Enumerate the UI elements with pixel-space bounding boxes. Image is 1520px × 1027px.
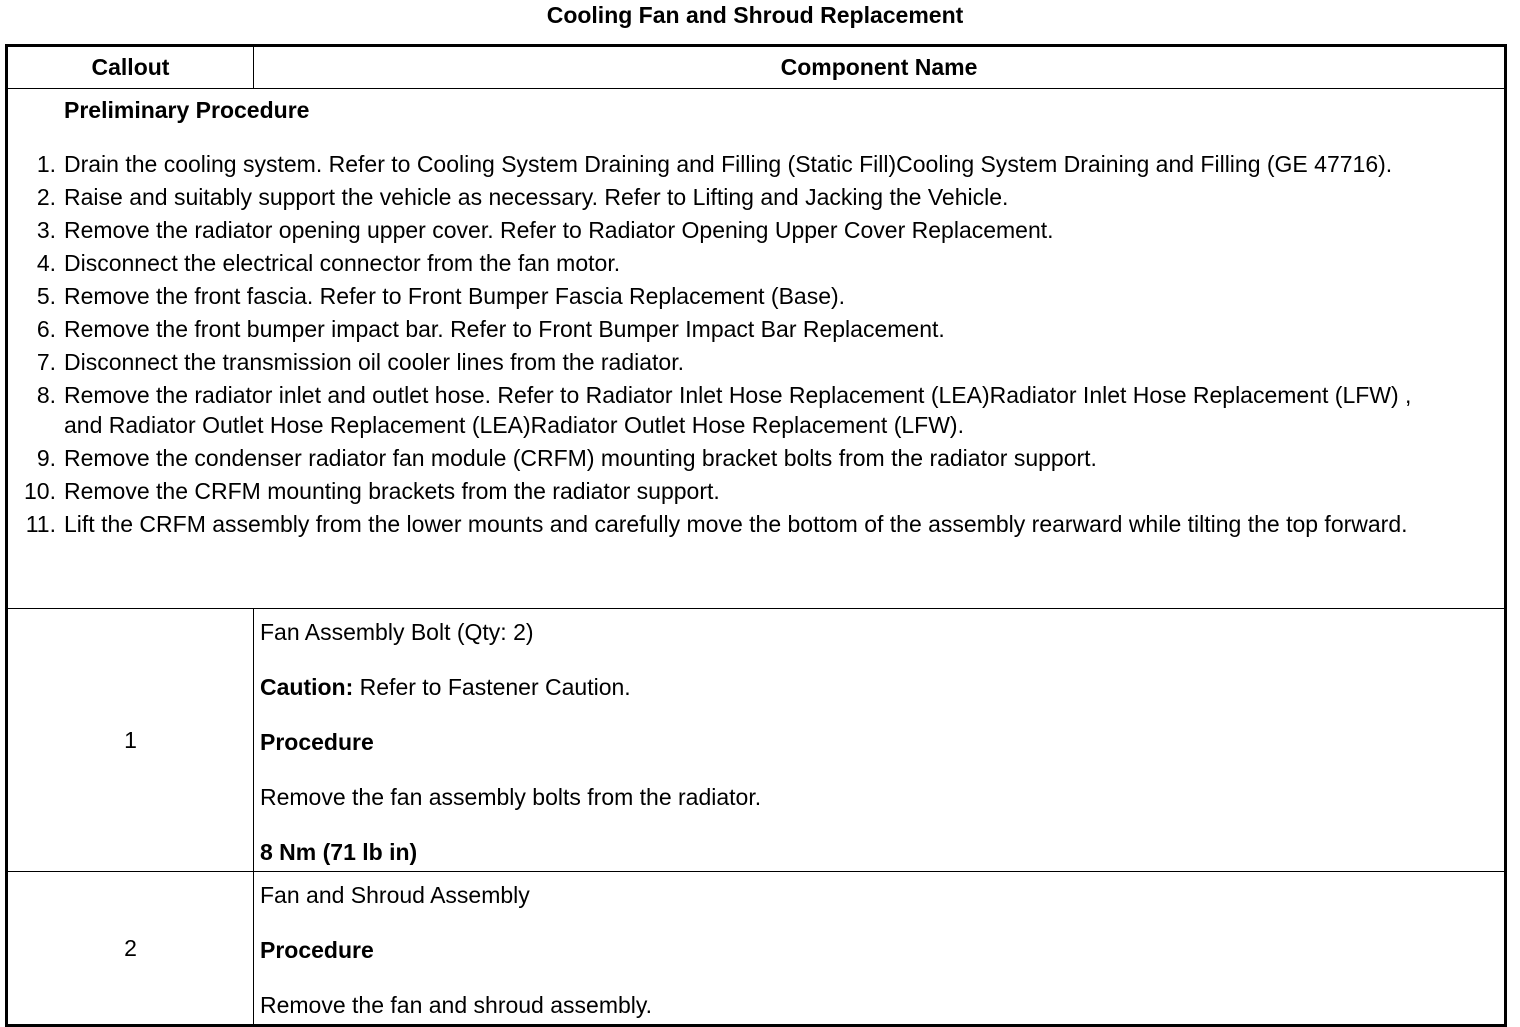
list-item bbox=[36, 149, 1444, 179]
list-item bbox=[36, 443, 1444, 473]
step-number: 4. bbox=[36, 250, 56, 276]
column-header-callout: Callout bbox=[7, 46, 254, 89]
step-text: Remove the front bumper impact bar. Refer to Front Bumper Impact Bar Replacement. bbox=[64, 316, 945, 342]
component-cell bbox=[254, 609, 1506, 872]
caution-note bbox=[260, 672, 1492, 702]
procedure-table bbox=[5, 44, 1507, 1027]
step-text: Remove the CRFM mounting brackets from the radiator support. bbox=[64, 478, 720, 504]
step-number: 9. bbox=[36, 445, 56, 471]
step-text: Disconnect the transmission oil cooler lines from the radiator. bbox=[64, 349, 685, 375]
column-header-component-name: Component Name bbox=[254, 46, 1506, 89]
table-row bbox=[7, 609, 1506, 872]
component-name: Fan Assembly Bolt (Qty: 2) bbox=[260, 619, 534, 645]
list-item bbox=[36, 182, 1444, 212]
procedure-text: Remove the fan and shroud assembly. bbox=[260, 992, 653, 1018]
procedure-heading: Procedure bbox=[260, 937, 374, 963]
table-header-row bbox=[7, 46, 1506, 89]
callout-number: 1 bbox=[7, 609, 254, 872]
step-text: Drain the cooling system. Refer to Cooling System Draining and Filling (Static Fill)Cooling System Draining and Filling (GE 47716). bbox=[64, 151, 1393, 177]
step-number: 1. bbox=[36, 151, 56, 177]
step-number: 2. bbox=[36, 184, 56, 210]
step-text: Remove the radiator opening upper cover. Refer to Radiator Opening Upper Cover Replacement. bbox=[64, 217, 1054, 243]
component-cell bbox=[254, 872, 1506, 1026]
preliminary-cell bbox=[7, 89, 1506, 609]
list-item bbox=[36, 248, 1444, 278]
list-item bbox=[24, 476, 1444, 506]
step-number: 6. bbox=[36, 316, 56, 342]
list-item bbox=[36, 314, 1444, 344]
step-number: 3. bbox=[36, 217, 56, 243]
step-text: Remove the radiator inlet and outlet hose. Refer to Radiator Inlet Hose Replacement (LEA)Radiator Inlet Hose Replacement (LFW) , and Radiator Outlet Hose Replacement (LEA)Radiator Outlet Hose Replacement (LFW). bbox=[64, 382, 1412, 438]
step-number: 7. bbox=[36, 349, 56, 375]
step-number: 10. bbox=[24, 478, 56, 504]
step-text: Remove the front fascia. Refer to Front Bumper Fascia Replacement (Base). bbox=[64, 283, 846, 309]
list-item bbox=[36, 215, 1444, 245]
page-title: Cooling Fan and Shroud Replacement bbox=[546, 2, 964, 28]
step-number: 5. bbox=[36, 283, 56, 309]
component-name: Fan and Shroud Assembly bbox=[260, 882, 530, 908]
list-item bbox=[36, 347, 1444, 377]
caution-text: Refer to Fastener Caution. bbox=[353, 674, 631, 700]
step-text: Lift the CRFM assembly from the lower mounts and carefully move the bottom of the assembly rearward while tilting the top forward. bbox=[64, 511, 1408, 537]
procedure-heading: Procedure bbox=[260, 729, 374, 755]
caution-label: Caution: bbox=[260, 674, 354, 700]
list-item bbox=[36, 281, 1444, 311]
step-number: 11. bbox=[25, 511, 56, 537]
callout-number: 2 bbox=[7, 872, 254, 1026]
table-row bbox=[7, 872, 1506, 1026]
step-text: Raise and suitably support the vehicle as necessary. Refer to Lifting and Jacking the Vehicle. bbox=[64, 184, 1009, 210]
list-item bbox=[25, 509, 1444, 539]
torque-spec: 8 Nm (71 lb in) bbox=[260, 839, 418, 865]
preliminary-row bbox=[7, 89, 1506, 609]
step-text: Remove the condenser radiator fan module (CRFM) mounting bracket bolts from the radiator support. bbox=[64, 445, 1097, 471]
list-item bbox=[36, 380, 1444, 440]
preliminary-heading: Preliminary Procedure bbox=[64, 97, 310, 123]
step-text: Disconnect the electrical connector from the fan motor. bbox=[64, 250, 621, 276]
step-number: 8. bbox=[36, 382, 56, 408]
preliminary-steps-list bbox=[8, 149, 1504, 539]
procedure-text: Remove the fan assembly bolts from the radiator. bbox=[260, 784, 762, 810]
